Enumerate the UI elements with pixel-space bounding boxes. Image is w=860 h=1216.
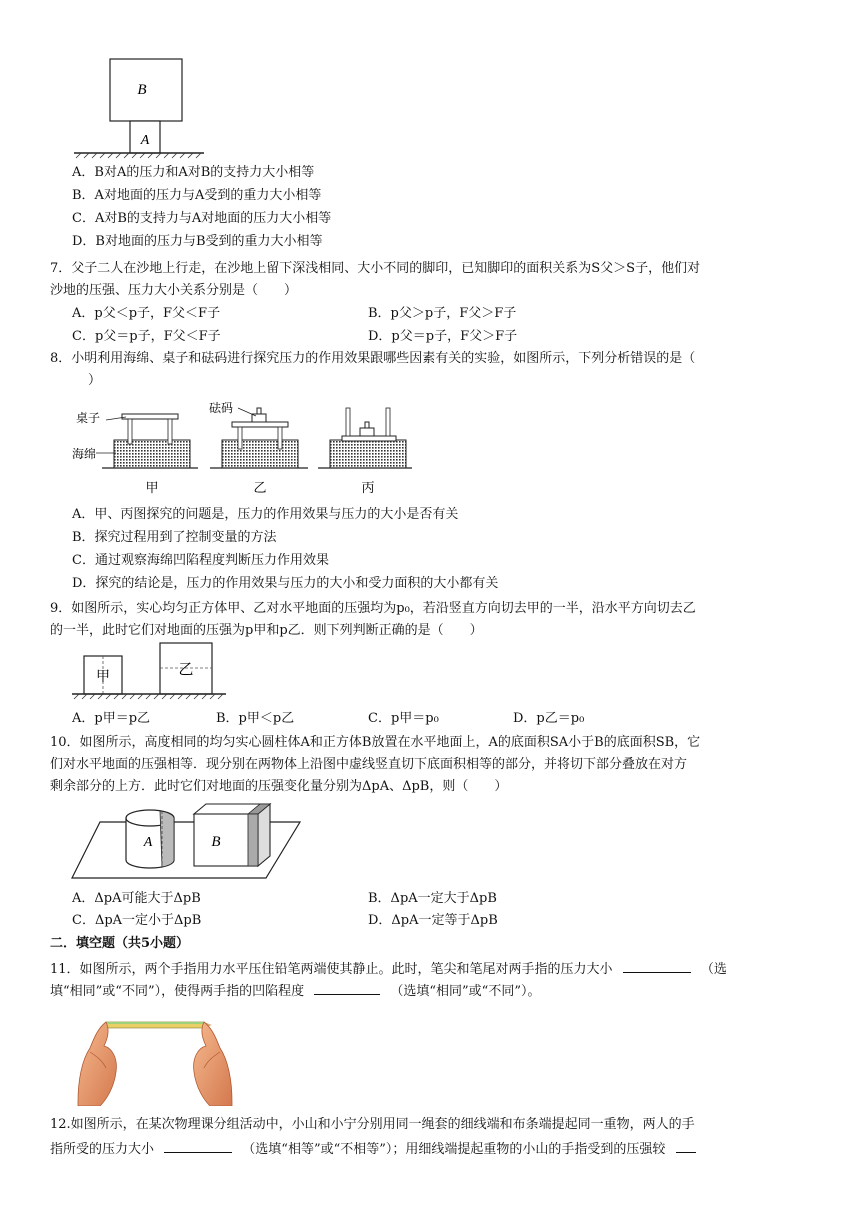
q11-text-2a: 填“相同”或“不同”），使得两手指的凹陷程度: [50, 984, 305, 999]
q10-stem-line2: 们对水平地面的压强相等．现分别在两物体上沿图中虚线竖直切下底面积相等的部分，并将切下部分叠放在对方: [50, 757, 688, 772]
q10-option-a: A．ΔpA可能大于ΔpB: [72, 891, 201, 906]
q12-text-2a: 指所受的压力大小: [50, 1142, 155, 1157]
q9-option-a: A．p甲＝p乙: [72, 711, 151, 726]
figure-q11-hands-pencil: [72, 1002, 238, 1106]
cube-b-label: B: [211, 834, 221, 850]
cube-yi-label: 乙: [178, 662, 194, 678]
q7-stem-line2: 沙地的压强、压力大小关系分别是（ ）: [50, 283, 298, 298]
q9-stem-line2: 的一半，此时它们对地面的压强为p甲和p乙．则下列判断正确的是（ ）: [50, 623, 483, 638]
q6-option-d: D．B对地面的压力与B受到的重力大小相等: [72, 234, 323, 249]
label-table: 桌子: [76, 411, 101, 425]
q8-option-c: C．通过观察海绵凹陷程度判断压力作用效果: [72, 553, 329, 568]
q7-stem-line1: 7．父子二人在沙地上行走，在沙地上留下深浅相同、大小不同的脚印，已知脚印的面积关系为S父＞S子，他们对: [50, 261, 701, 276]
label-jia: 甲: [145, 480, 159, 495]
q9-option-c: C．p甲＝p₀: [368, 711, 439, 726]
q6-option-c: C．A对B的支持力与A对地面的压力大小相等: [72, 211, 332, 226]
q9-stem-line1: 9．如图所示，实心均匀正方体甲、乙对水平地面的压强均为p₀，若沿竖直方向切去甲的一半，沿水平方向切去乙: [50, 601, 696, 616]
q6-option-a: A．B对A的压力和A对B的支持力大小相等: [72, 165, 315, 180]
figure-q9-cubes: [70, 636, 230, 706]
q8-option-d: D．探究的结论是，压力的作用效果与压力的大小和受力面积的大小都有关: [72, 576, 499, 591]
q10-stem-line1: 10．如图所示，高度相同的均匀实心圆柱体A和正方体B放置在水平地面上，A的底面积SA小于B的底面积SB，它: [50, 735, 701, 750]
q8-stem-line2: ）: [88, 373, 102, 388]
figure-q8-sponge-experiment: [72, 396, 417, 500]
label-yi: 乙: [253, 480, 267, 495]
q7-option-b: B．p父＞p子，F父＞F子: [368, 306, 517, 321]
block-a-label: A: [140, 133, 150, 148]
q12-blank-2[interactable]: [676, 1138, 696, 1153]
q7-option-a: A．p父＜p子，F父＜F子: [72, 306, 221, 321]
label-sponge: 海绵: [72, 447, 97, 461]
q12-blank-1[interactable]: [164, 1138, 232, 1153]
q11-stem-line2: [50, 980, 540, 1001]
q10-option-b: B．ΔpA一定大于ΔpB: [368, 891, 497, 906]
q8-option-b: B．探究过程用到了控制变量的方法: [72, 530, 277, 545]
q11-text-2b: （选填“相同”或“不同”）。: [390, 984, 541, 999]
q9-option-b: B．p甲＜p乙: [216, 711, 295, 726]
q7-option-d: D．p父＝p子，F父＞F子: [368, 329, 518, 344]
q12-stem-line1: 12.如图所示，在某次物理课分组活动中，小山和小宁分别用同一绳套的细线端和布条端提起同一重物，两人的手: [50, 1117, 695, 1132]
q9-option-d: D．p乙＝p₀: [513, 711, 585, 726]
q11-stem-line1: [50, 958, 727, 979]
q10-option-d: D．ΔpA一定等于ΔpB: [368, 913, 498, 928]
q12-stem-line2: [50, 1138, 696, 1159]
q11-text-1-end: （选: [700, 962, 727, 977]
cylinder-a-label: A: [143, 835, 153, 850]
q6-option-b: B．A对地面的压力与A受到的重力大小相等: [72, 188, 322, 203]
q12-text-2b: （选填“相等”或“不相等”）；用细线端提起重物的小山的手指受到的压强较: [242, 1142, 666, 1157]
q11-text-1: 11．如图所示，两个手指用力水平压住铅笔两端使其静止。此时，笔尖和笔尾对两手指的压力大小: [50, 962, 613, 977]
q10-option-c: C．ΔpA一定小于ΔpB: [72, 913, 202, 928]
label-bing: 丙: [361, 480, 375, 495]
q7-option-c: C．p父＝p子，F父＜F子: [72, 329, 221, 344]
cube-jia-label: 甲: [96, 670, 110, 685]
q11-blank-2[interactable]: [314, 980, 380, 995]
block-b-label: B: [137, 82, 147, 98]
q8-option-a: A．甲、丙图探究的问题是，压力的作用效果与压力的大小是否有关: [72, 507, 459, 522]
q10-stem-line3: 剩余部分的上方．此时它们对地面的压强变化量分别为ΔpA、ΔpB，则（ ）: [50, 779, 508, 794]
label-weight: 砝码: [209, 401, 234, 415]
section-2-heading: 二．填空题（共5小题）: [50, 936, 190, 951]
q11-blank-1[interactable]: [623, 958, 691, 973]
q8-stem-line1: 8．小明利用海绵、桌子和砝码进行探究压力的作用效果跟哪些因素有关的实验，如图所示，下列分析错误的是（: [50, 351, 696, 366]
figure-q6-blocks: [70, 56, 210, 160]
figure-q10-cylinder-cube: [70, 800, 306, 884]
